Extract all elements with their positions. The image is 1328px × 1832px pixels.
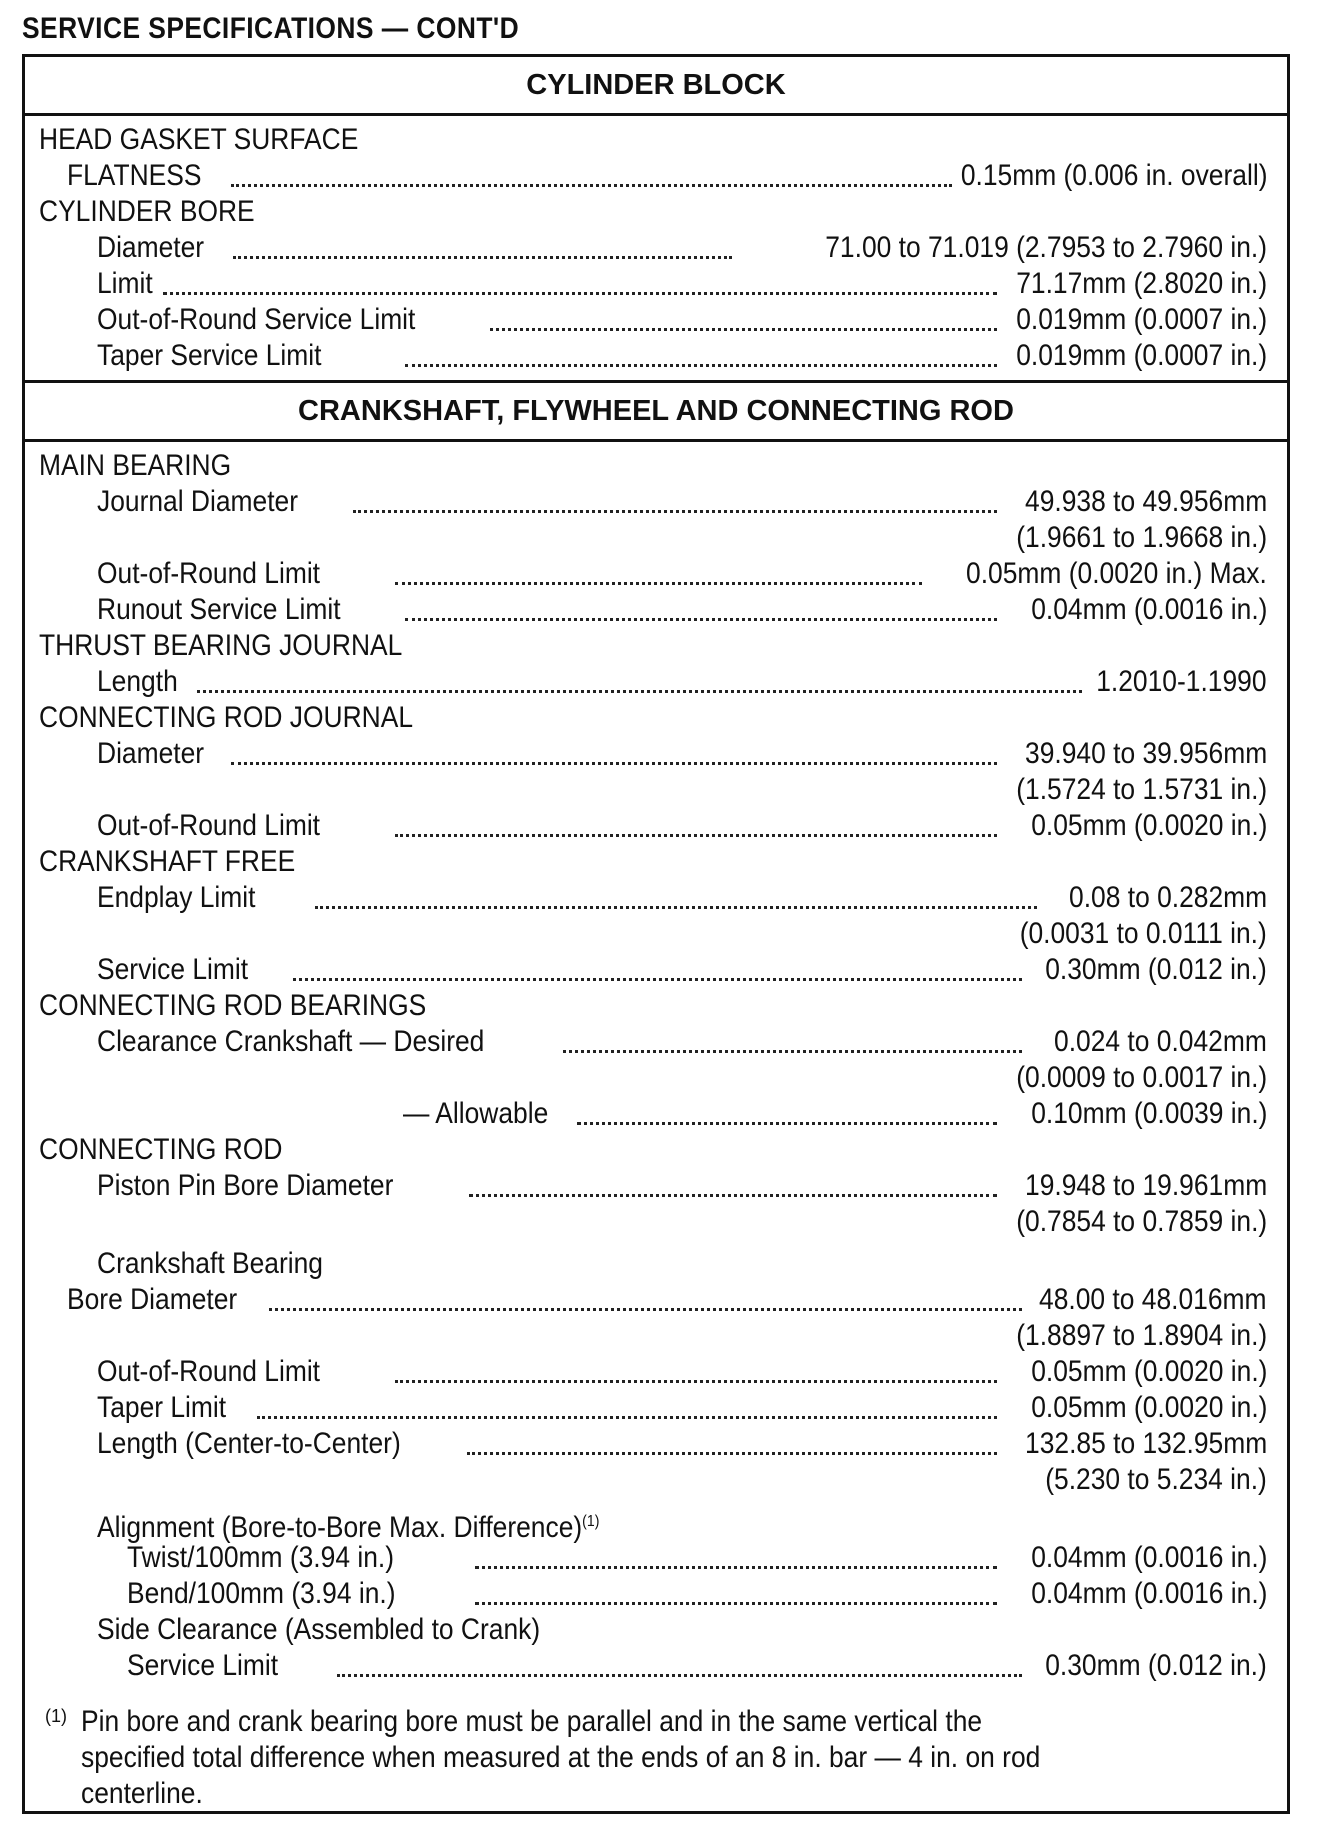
spec-row xyxy=(25,1060,1287,1096)
leader-dots xyxy=(337,1674,1022,1677)
spec-value-imperial: (0.0009 to 0.0017 in.) xyxy=(1011,1060,1267,1096)
spec-label: Out-of-Round Limit xyxy=(97,557,321,590)
spec-value-imperial: (1.5724 to 1.5731 in.) xyxy=(1011,772,1267,808)
spec-value: 0.30mm (0.012 in.) xyxy=(1040,952,1267,988)
spec-row xyxy=(25,736,1287,772)
spec-label: Out-of-Round Service Limit xyxy=(97,303,416,336)
spec-label: Service Limit xyxy=(97,953,249,986)
spec-row xyxy=(25,772,1287,808)
leader-dots xyxy=(405,618,997,621)
spec-row xyxy=(25,448,1287,484)
spec-row xyxy=(25,808,1287,844)
spec-table xyxy=(22,54,1290,1814)
footnote-line xyxy=(25,1740,1287,1776)
spec-label: Bore Diameter xyxy=(67,1283,238,1316)
spec-label xyxy=(97,1504,600,1544)
spec-row xyxy=(25,1390,1287,1426)
spec-label: Bend/100mm (3.94 in.) xyxy=(127,1577,396,1610)
spec-label: Service Limit xyxy=(127,1649,279,1682)
spec-value: 0.04mm (0.0016 in.) xyxy=(1025,1576,1267,1612)
footnote-text: Pin bore and crank bearing bore must be parallel and in the same vertical the xyxy=(81,1705,983,1738)
spec-label: Out-of-Round Limit xyxy=(97,809,321,842)
spec-label: Limit xyxy=(97,267,153,300)
spec-row xyxy=(25,338,1287,374)
leader-dots xyxy=(577,1122,997,1125)
spec-label: Diameter xyxy=(97,737,205,770)
leader-dots xyxy=(233,256,732,259)
spec-value: 1.2010-1.1990 xyxy=(1091,664,1267,700)
spec-value: 0.08 to 0.282mm xyxy=(1064,880,1267,916)
leader-dots xyxy=(469,1194,997,1197)
spec-row xyxy=(25,952,1287,988)
spec-row xyxy=(25,122,1287,158)
spec-row xyxy=(25,628,1287,664)
spec-row xyxy=(25,592,1287,628)
spec-heading: THRUST BEARING JOURNAL xyxy=(39,629,403,662)
divider xyxy=(25,113,1287,116)
spec-row xyxy=(25,1354,1287,1390)
leader-dots xyxy=(467,1452,997,1455)
spec-label: Journal Diameter xyxy=(97,485,299,518)
spec-row xyxy=(25,230,1287,266)
spec-row xyxy=(25,988,1287,1024)
spec-heading: MAIN BEARING xyxy=(39,449,232,482)
spec-row xyxy=(25,1318,1287,1354)
spec-value-imperial: (1.8897 to 1.8904 in.) xyxy=(1011,1318,1267,1354)
footnote-text: centerline. xyxy=(81,1777,203,1810)
spec-row xyxy=(25,700,1287,736)
spec-heading: CONNECTING ROD BEARINGS xyxy=(39,989,427,1022)
spec-heading: CONNECTING ROD JOURNAL xyxy=(39,701,414,734)
spec-row xyxy=(25,916,1287,952)
spec-value: 0.024 to 0.042mm xyxy=(1049,1024,1267,1060)
spec-value: 0.15mm (0.006 in. overall) xyxy=(955,158,1267,194)
spec-value: 49.938 to 49.956mm xyxy=(1020,484,1267,520)
spec-row xyxy=(25,1576,1287,1612)
spec-value: 0.04mm (0.0016 in.) xyxy=(1025,1540,1267,1576)
leader-dots xyxy=(475,1602,997,1605)
spec-label: Runout Service Limit xyxy=(97,593,341,626)
spec-heading: CRANKSHAFT FREE xyxy=(39,845,296,878)
spec-row xyxy=(25,158,1287,194)
spec-label: Taper Limit xyxy=(97,1391,227,1424)
spec-value-imperial: (0.0031 to 0.0111 in.) xyxy=(1015,916,1267,952)
leader-dots xyxy=(315,906,1037,909)
spec-row xyxy=(25,1096,1287,1132)
spec-label: Endplay Limit xyxy=(97,881,256,914)
spec-value: 39.940 to 39.956mm xyxy=(1020,736,1267,772)
spec-heading: CYLINDER BORE xyxy=(39,195,255,228)
spec-label: Side Clearance (Assembled to Crank) xyxy=(97,1613,541,1646)
footnote-line xyxy=(25,1704,1287,1740)
spec-row xyxy=(25,1426,1287,1462)
alignment-label: Alignment (Bore-to-Bore Max. Difference) xyxy=(97,1511,583,1544)
footnote-marker: (1) xyxy=(45,1706,67,1726)
spec-value-imperial: (0.7854 to 0.7859 in.) xyxy=(1011,1204,1267,1240)
leader-dots xyxy=(269,1308,1022,1311)
spec-row xyxy=(25,1204,1287,1240)
spec-value: 0.05mm (0.0020 in.) xyxy=(1025,1390,1267,1426)
spec-value-imperial: (5.230 to 5.234 in.) xyxy=(1040,1462,1267,1498)
spec-value: 0.10mm (0.0039 in.) xyxy=(1025,1096,1267,1132)
footnote-ref: (1) xyxy=(582,1513,600,1530)
leader-dots xyxy=(490,328,997,331)
leader-dots xyxy=(405,364,997,367)
leader-dots xyxy=(395,582,922,585)
spec-row xyxy=(25,1168,1287,1204)
spec-value: 71.17mm (2.8020 in.) xyxy=(1011,266,1267,302)
spec-value: 0.30mm (0.012 in.) xyxy=(1040,1648,1267,1684)
spec-row xyxy=(25,1282,1287,1318)
leader-dots xyxy=(197,690,1082,693)
spec-row xyxy=(25,1462,1287,1498)
spec-heading: HEAD GASKET SURFACE xyxy=(39,123,359,156)
spec-row xyxy=(25,1612,1287,1648)
spec-row xyxy=(25,484,1287,520)
spec-label: Length (Center-to-Center) xyxy=(97,1427,401,1460)
page-title: SERVICE SPECIFICATIONS — CONT'D xyxy=(22,12,520,45)
spec-value: 0.019mm (0.0007 in.) xyxy=(1011,302,1267,338)
spec-row xyxy=(25,266,1287,302)
spec-value: 0.05mm (0.0020 in.) xyxy=(1025,808,1267,844)
spec-row xyxy=(25,1648,1287,1684)
leader-dots xyxy=(395,834,997,837)
spec-row xyxy=(25,302,1287,338)
divider xyxy=(25,439,1287,442)
leader-dots xyxy=(395,1380,997,1383)
spec-label: Twist/100mm (3.94 in.) xyxy=(127,1541,395,1574)
spec-value: 0.04mm (0.0016 in.) xyxy=(1025,592,1267,628)
footnote-line xyxy=(25,1776,1287,1812)
spec-value: 48.00 to 48.016mm xyxy=(1034,1282,1267,1318)
leader-dots xyxy=(353,510,997,513)
spec-row xyxy=(25,1246,1287,1282)
spec-row xyxy=(25,1540,1287,1576)
spec-row xyxy=(25,194,1287,230)
spec-value: 19.948 to 19.961mm xyxy=(1020,1168,1267,1204)
spec-value-imperial: (1.9661 to 1.9668 in.) xyxy=(1011,520,1267,556)
spec-row xyxy=(25,1132,1287,1168)
spec-label: — Allowable xyxy=(403,1097,549,1130)
spec-row xyxy=(25,1024,1287,1060)
spec-value: 0.05mm (0.0020 in.) Max. xyxy=(961,556,1267,592)
leader-dots xyxy=(231,762,997,765)
leader-dots xyxy=(163,292,997,295)
footnote-text: specified total difference when measured at the ends of an 8 in. bar — 4 in. on rod xyxy=(81,1741,1041,1774)
spec-label: FLATNESS xyxy=(67,159,202,192)
spec-label: Crankshaft Bearing xyxy=(97,1247,323,1280)
spec-label: Length xyxy=(97,665,178,698)
spec-label: Piston Pin Bore Diameter xyxy=(97,1169,394,1202)
spec-label: Out-of-Round Limit xyxy=(97,1355,321,1388)
spec-value: 132.85 to 132.95mm xyxy=(1020,1426,1267,1462)
spec-row xyxy=(25,664,1287,700)
spec-label: Diameter xyxy=(97,231,205,264)
spec-heading: CONNECTING ROD xyxy=(39,1133,283,1166)
leader-dots xyxy=(563,1050,1022,1053)
spec-row xyxy=(25,1504,1287,1544)
spec-label: Clearance Crankshaft — Desired xyxy=(97,1025,485,1058)
spec-value: 71.00 to 71.019 (2.7953 to 2.7960 in.) xyxy=(820,230,1267,266)
leader-dots xyxy=(257,1416,997,1419)
spec-value: 0.05mm (0.0020 in.) xyxy=(1025,1354,1267,1390)
leader-dots xyxy=(475,1566,997,1569)
section-header-crankshaft: CRANKSHAFT, FLYWHEEL AND CONNECTING ROD xyxy=(298,395,1014,427)
spec-row xyxy=(25,520,1287,556)
leader-dots xyxy=(293,978,1022,981)
leader-dots xyxy=(231,184,952,187)
section-header-cylinder-block: CYLINDER BLOCK xyxy=(526,69,786,101)
spec-row xyxy=(25,556,1287,592)
spec-row xyxy=(25,844,1287,880)
spec-row xyxy=(25,880,1287,916)
spec-label: Taper Service Limit xyxy=(97,339,322,372)
spec-value: 0.019mm (0.0007 in.) xyxy=(1011,338,1267,374)
